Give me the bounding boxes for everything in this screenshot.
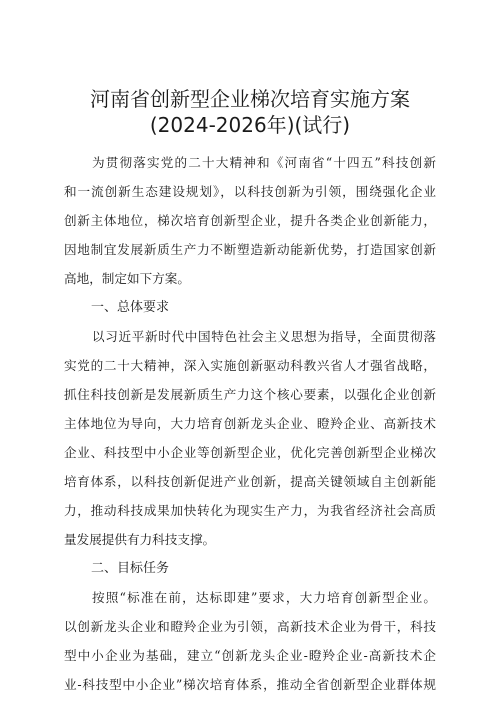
section-heading: 二、目标任务 — [91, 561, 170, 576]
intro-line: 高地，制定如下方案。 — [64, 271, 190, 286]
paragraph-line: 量发展提供有力科技支撑。 — [64, 532, 216, 547]
document-subtitle: (2024-2026年)(试行) — [149, 113, 351, 137]
paragraph-line: 业-科技型中小企业”梯次培育体系，推动全省创新型企业群体规 — [64, 677, 436, 692]
paragraph-line: 主体地位为导向，大力培育创新龙头企业、瞪羚企业、高新技术 — [64, 416, 436, 431]
paragraph-line: 实党的二十大精神，深入实施创新驱动科教兴省人才强省战略， — [64, 358, 436, 373]
intro-line: 因地制宜发展新质生产力不断塑造新动能新优势，打造国家创新 — [64, 242, 436, 257]
intro-line: 为贯彻落实党的二十大精神和《河南省“十四五”科技创新 — [92, 155, 436, 170]
document-title: 河南省创新型企业梯次培育实施方案 — [90, 87, 410, 111]
paragraph-line: 培育体系，以科技创新促进产业创新，提高关键领域自主创新能 — [64, 474, 436, 489]
section-heading: 一、总体要求 — [91, 300, 170, 315]
paragraph-line: 以创新龙头企业和瞪羚企业为引领，高新技术企业为骨干，科技 — [64, 619, 436, 634]
paragraph-line: 型中小企业为基础，建立“创新龙头企业-瞪羚企业-高新技术企 — [64, 648, 436, 663]
paragraph-line: 以习近平新时代中国特色社会主义思想为指导，全面贯彻落 — [92, 329, 436, 344]
paragraph-line: 抓住科技创新是发展新质生产力这个核心要素，以强化企业创新 — [64, 387, 436, 402]
paragraph-line: 按照“标准在前，达标即建”要求，大力培育创新型企业。 — [92, 590, 436, 605]
paragraph-line: 企业、科技型中小企业等创新型企业，优化完善创新型企业梯次 — [64, 445, 436, 460]
intro-line: 创新主体地位，梯次培育创新型企业，提升各类企业创新能力， — [64, 213, 436, 228]
paragraph-line: 力，推动科技成果加快转化为现实生产力，为我省经济社会高质 — [64, 503, 436, 518]
intro-line: 和一流创新生态建设规划》，以科技创新为引领，围绕强化企业 — [64, 184, 436, 199]
